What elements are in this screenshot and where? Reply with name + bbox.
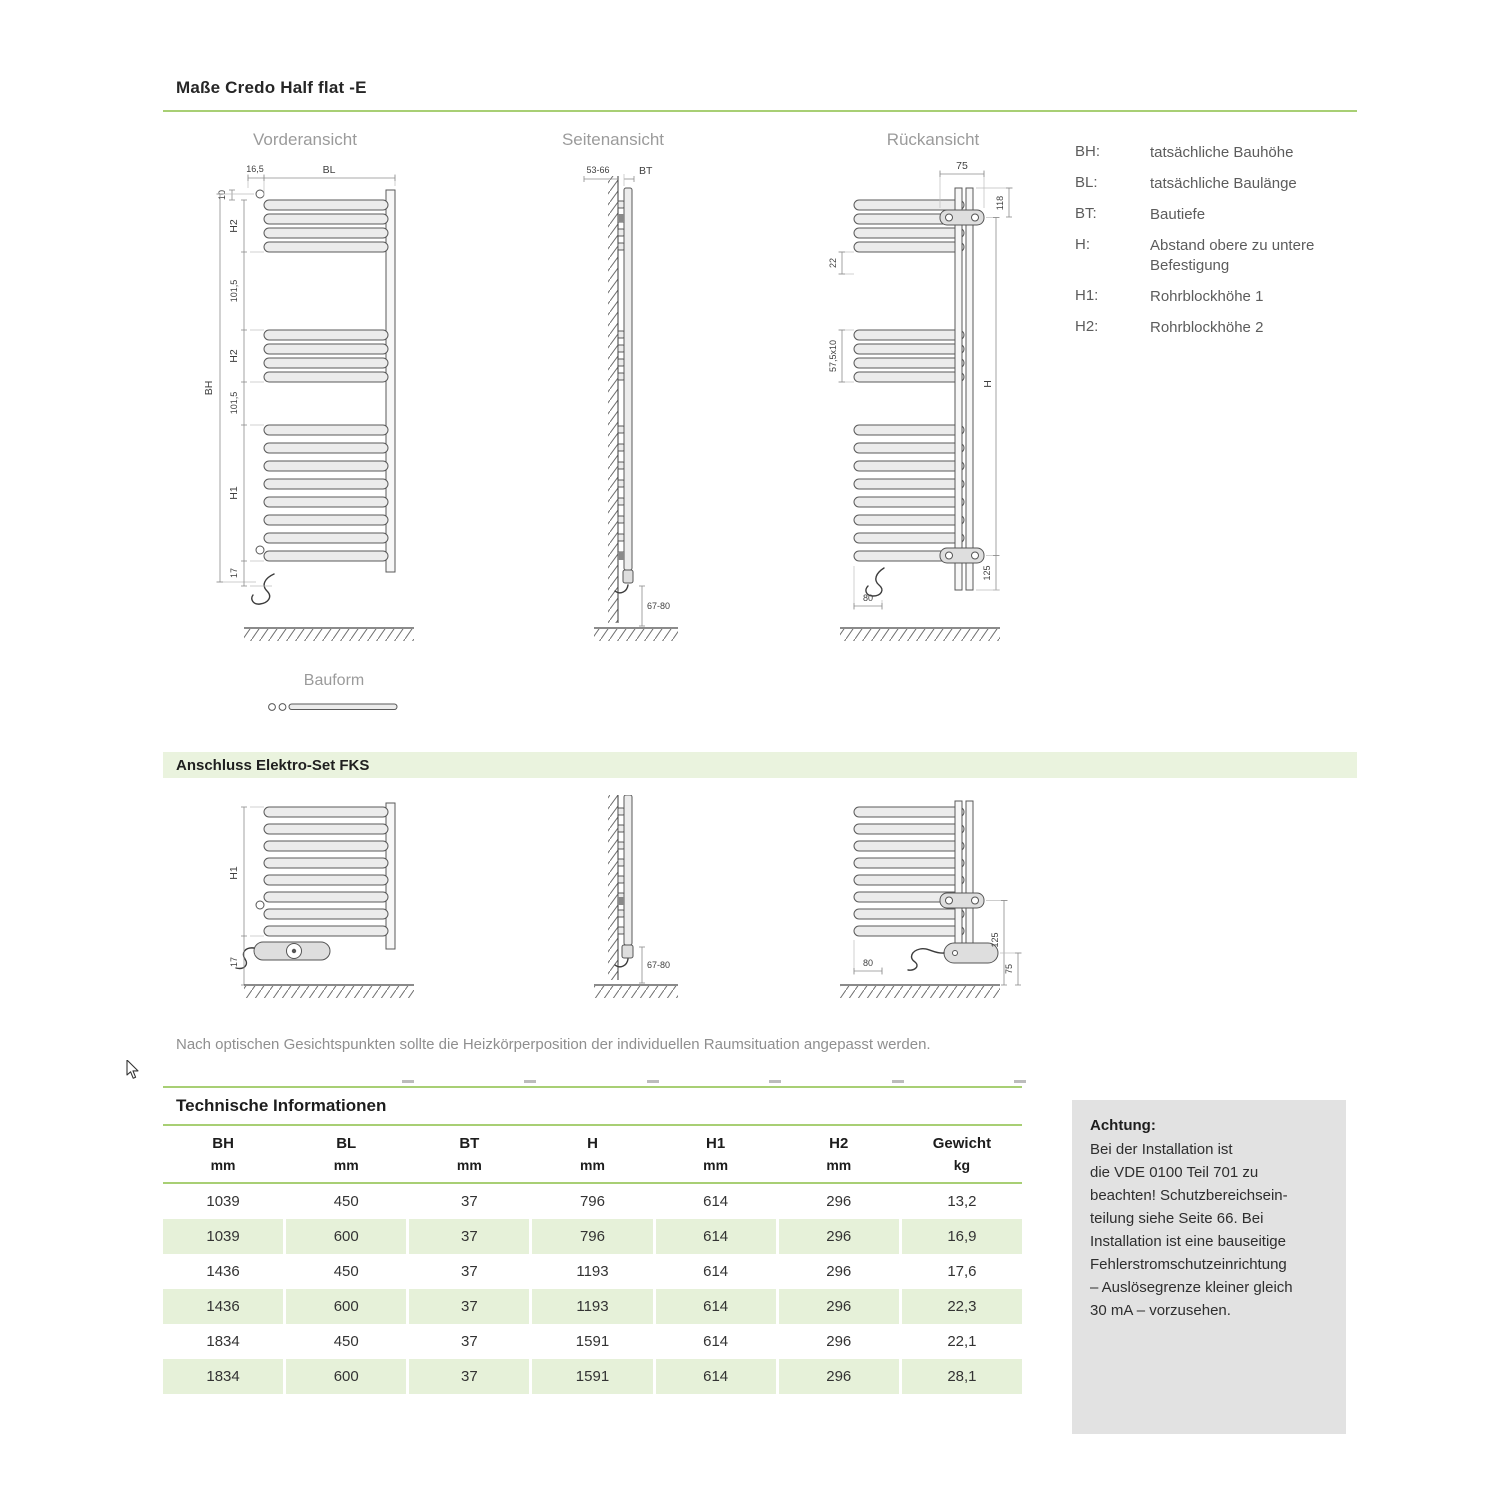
radiator-rear [854,801,998,970]
column-tick [647,1080,659,1083]
floor-hatch [840,628,1000,641]
dim-125: 125 [982,565,992,581]
side-elektro-dimensions [639,947,670,983]
wall [608,795,618,980]
legend-key: H2: [1075,318,1099,335]
floor-hatch [840,985,1000,998]
warning-box [1072,1100,1346,1434]
power-cable [252,574,274,604]
dim-h2-mid: H2 [228,349,240,363]
valve-element [623,570,633,583]
dim-17: 17 [229,567,239,579]
floor-hatch [594,628,678,641]
legend-desc: Rohrblockhöhe 1 [1150,288,1264,305]
column-tick [1014,1080,1026,1083]
legend-item [1075,205,1375,225]
side-view-label: Seitenansicht [561,130,665,149]
mounting-point [256,901,264,909]
column-tick [892,1080,904,1083]
warning-line: Bei der Installation ist [1090,1141,1233,1158]
dim-118: 118 [995,195,1005,211]
page-title: Maße Credo Half flat -E [176,78,367,97]
fks-heating-element [622,945,633,958]
table-header-row [163,1126,1022,1173]
dim-75: 75 [956,160,968,172]
warning-line: die VDE 0100 Teil 701 zu [1090,1164,1259,1181]
table-row: 1039 450 37 796 614 296 13,2 [206,1193,977,1210]
table-row: 1436 450 37 1193 614 296 17,6 [206,1263,977,1280]
dim-h1: H1 [228,866,240,880]
warning-line: – Auslösegrenze kleiner gleich [1090,1279,1293,1296]
dimension-legend [1075,143,1375,349]
column-header: H mm [580,1135,605,1173]
floor-hatch [244,985,414,998]
column-header: BH mm [210,1135,236,1173]
side-view-drawing [538,158,688,678]
rear-view-elektro-drawing [828,795,1038,1015]
power-cable [866,568,884,596]
dim-h2-top: H2 [228,219,240,233]
legend-item [1075,318,1375,338]
bauform-label: Bauform [303,672,365,689]
legend-item [1075,236,1375,276]
dim-h: H [982,380,994,388]
column-tick [769,1080,781,1083]
power-cable [908,949,944,970]
floor-hatch [594,985,678,998]
dim-57-5x10: 57,5x10 [828,339,838,373]
dim-bh: BH [203,380,215,396]
table-row: 1039 600 37 796 614 296 16,9 [163,1219,1022,1254]
warning-line: beachten! Schutzbereichsein- [1090,1187,1288,1204]
column-header: Gewicht kg [932,1135,992,1173]
front-view-elektro-drawing [198,795,418,1015]
side-view-elektro-drawing [538,795,688,1015]
dim-101-5-mid: 101,5 [229,391,239,415]
radiator-rear [854,188,984,596]
section-elektro-title: Anschluss Elektro-Set FKS [176,756,370,774]
legend-key: H: [1075,236,1090,253]
column-header: H2 mm [826,1135,852,1173]
dim-17: 17 [229,956,239,968]
dim-bt: BT [639,165,653,177]
dim-16-5: 16,5 [246,164,264,174]
tech-divider-top [163,1086,1022,1088]
dim-67-80: 67-80 [647,601,671,611]
dim-10: 10 [217,189,227,201]
bauform-drawing [264,694,404,720]
column-header: BT mm [456,1135,482,1173]
column-header: H1 mm [703,1135,729,1173]
legend-item [1075,143,1375,163]
positioning-note: Nach optischen Gesichtspunkten sollte die Heizkörperposition der individuellen Raumsituation angepasst werden. [176,1036,931,1053]
warning-line: teilung siehe Seite 66. Bei [1090,1210,1264,1227]
mounting-point-top [256,190,264,198]
mouse-cursor [126,1060,142,1080]
rear-view-drawing [828,158,1038,678]
dim-22: 22 [828,257,838,269]
dim-53-66: 53-66 [586,165,610,175]
legend-key: H1: [1075,287,1099,304]
legend-desc: Rohrblockhöhe 2 [1150,319,1264,336]
legend-desc: tatsächliche Bauhöhe [1150,144,1294,161]
wall-bracket [618,897,624,905]
dim-101-5-top: 101,5 [229,279,239,303]
legend-desc: Bautiefe [1150,206,1206,223]
warning-line: 30 mA – vorzusehen. [1090,1302,1231,1319]
tech-section-title: Technische Informationen [176,1096,387,1115]
legend-item [1075,174,1375,194]
rear-view-label: Rückansicht [886,130,980,149]
section-elektro-band [163,752,1357,778]
front-view-drawing [198,158,418,678]
front-view-label: Vorderansicht [253,130,357,149]
wall-bracket-bottom [618,552,624,560]
dim-125: 125 [990,932,1000,948]
radiator-front [236,803,395,968]
column-tick [402,1080,414,1083]
legend-desc: Abstand obere zu untere Befestigung [1150,237,1315,274]
dim-bl: BL [322,164,336,176]
warning-line: Installation ist eine bauseitige [1090,1233,1286,1250]
tech-table [163,1126,1022,1394]
dim-h1: H1 [228,486,240,500]
radiator-front [252,190,395,604]
legend-desc: tatsächliche Baulänge [1150,175,1297,192]
legend-key: BT: [1075,205,1097,222]
dim-80: 80 [862,593,874,603]
warning-line: Fehlerstromschutzeinrichtung [1090,1256,1287,1273]
wall [608,176,618,623]
mounting-point-bottom [256,546,264,554]
legend-key: BL: [1075,174,1098,191]
table-row: 1834 600 37 1591 614 296 28,1 [163,1359,1022,1394]
table-row: 1436 600 37 1193 614 296 22,3 [163,1289,1022,1324]
table-row: 1834 450 37 1591 614 296 22,1 [206,1333,977,1350]
floor-hatch [244,628,414,641]
wall-bracket-top [618,214,624,222]
title-divider [163,110,1357,112]
legend-item [1075,287,1375,307]
dim-75: 75 [1004,963,1014,975]
warning-title: Achtung: [1090,1117,1156,1134]
column-tick [524,1080,536,1083]
legend-key: BH: [1075,143,1101,160]
column-header: BL mm [333,1135,359,1173]
dim-80: 80 [862,958,874,968]
dim-67-80: 67-80 [647,960,671,970]
